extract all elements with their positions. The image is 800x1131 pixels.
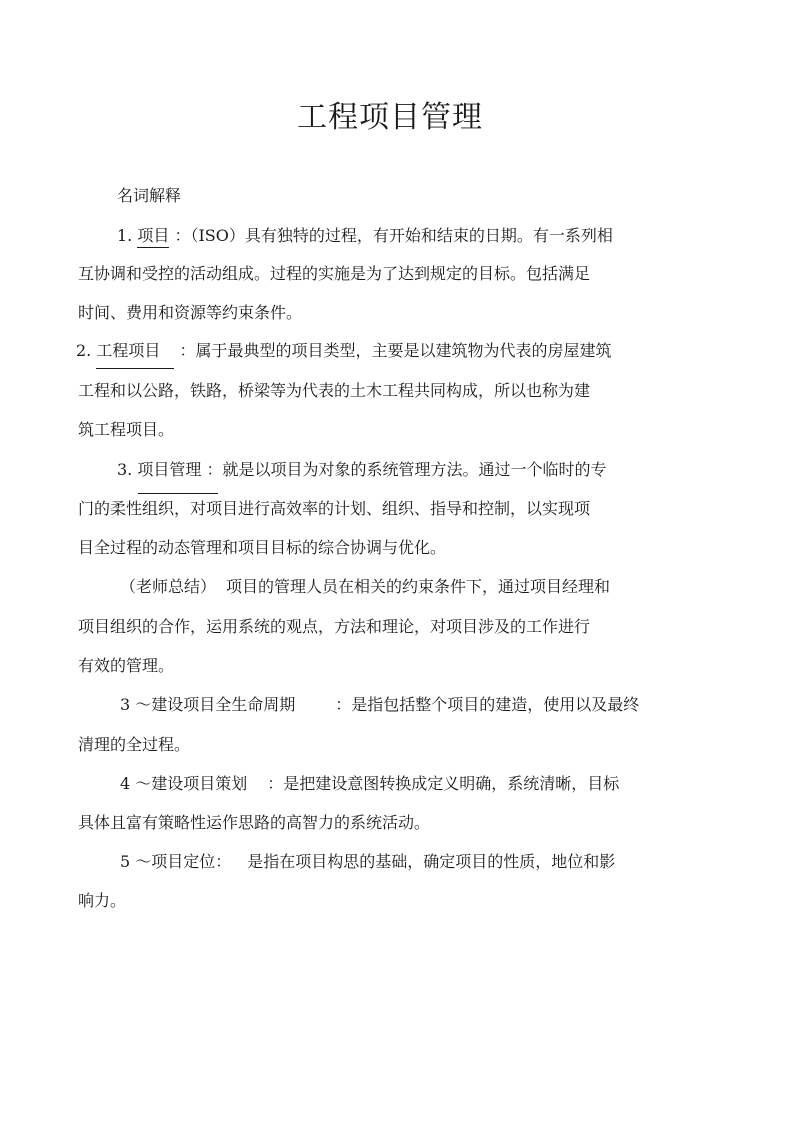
extra-3-separator: ： xyxy=(335,695,352,714)
entry-2-line-2: 工程和以公路，铁路，桥梁等为代表的土木工程共同构成，所以也称为建 xyxy=(78,381,591,400)
entry-3-line-2 xyxy=(78,498,590,520)
entry-1-line-1 xyxy=(117,225,613,247)
entry-3-line-1 xyxy=(117,459,606,481)
extra-4-head: 4 ～建设项目策划 xyxy=(120,774,248,793)
extra-3-text: 是指包括整个项目的建造，使用以及最终 xyxy=(351,695,640,714)
entry-3-text: 就是以项目为对象的系统管理方法。通过一个临时的专 xyxy=(222,460,607,479)
entry-3-underline-mark xyxy=(138,493,218,494)
teacher-note-line-3: 有效的管理。 xyxy=(78,656,175,675)
extra-3-line-2: 清理的全过程。 xyxy=(78,735,191,754)
document-title: 工程项目管理 xyxy=(297,100,483,135)
extra-4-separator: ： xyxy=(267,774,284,793)
extra-4-line-1 xyxy=(120,773,619,795)
extra-5-line-1 xyxy=(120,851,615,873)
entry-2-separator: ： xyxy=(174,341,196,360)
teacher-note-line-2: 项目组织的合作，运用系统的观点，方法和理论，对项目涉及的工作进行 xyxy=(78,617,591,636)
entry-3-line-2-text: 门的柔性组织，对项目进行高效率的计划、组织、指导和控制，以实现项 xyxy=(78,499,591,518)
teacher-note-line-1 xyxy=(120,576,610,598)
entry-3-term: 项目管理 xyxy=(137,460,202,479)
entry-3-line-3: 目全过程的动态管理和项目目标的综合协调与优化。 xyxy=(78,538,447,557)
extra-5-text: 是指在项目构思的基础，确定项目的性质，地位和影 xyxy=(247,852,616,871)
entry-2-line-3: 筑工程项目。 xyxy=(78,420,175,439)
entry-1-line-2: 互协调和受控的活动组成。过程的实施是为了达到规定的目标。包括满足 xyxy=(78,264,591,283)
section-heading: 名词解释 xyxy=(117,186,182,205)
entry-2-text: 属于最典型的项目类型，主要是以建筑物为代表的房屋建筑 xyxy=(195,341,612,360)
entry-1-text: （ISO）具有独特的过程，有开始和结束的日期。有一系列相 xyxy=(190,226,613,245)
entry-2-line-1 xyxy=(76,340,611,369)
entry-1-line-3: 时间、费用和资源等约束条件。 xyxy=(78,303,303,322)
entry-2-term: 工程项目 xyxy=(96,340,174,369)
teacher-note-lead: （老师总结） xyxy=(120,577,217,596)
entry-1-term: 项目 xyxy=(137,226,169,248)
entry-1-number: 1. xyxy=(117,226,138,245)
entry-1-separator: ： xyxy=(169,226,191,245)
teacher-note-text: 项目的管理人员在相关的约束条件下，通过项目经理和 xyxy=(226,577,611,596)
extra-5-head: 5 ～项目定位： xyxy=(120,852,232,871)
entry-3-number: 3. xyxy=(117,460,138,479)
extra-5-line-2: 响力。 xyxy=(78,891,127,910)
extra-4-text: 是把建设意图转换成定义明确，系统清晰，目标 xyxy=(283,774,620,793)
extra-4-line-2: 具体且富有策略性运作思路的高智力的系统活动。 xyxy=(78,813,431,832)
extra-3-line-1 xyxy=(120,694,639,716)
entry-2-number: 2. xyxy=(76,341,97,360)
entry-3-separator: ： xyxy=(201,460,223,479)
extra-3-head: 3 ～建设项目全生命周期 xyxy=(120,695,296,714)
